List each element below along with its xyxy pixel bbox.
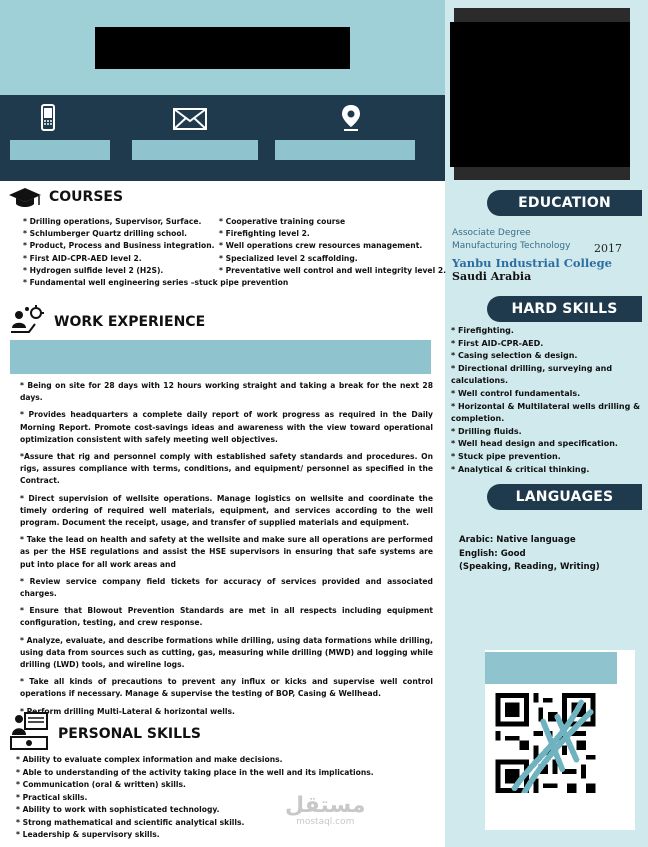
personal-skills-icon bbox=[9, 711, 49, 751]
work-item: * Provides headquarters a complete daily report of work progress as required in the Daily Morning Report. Promote cost-savings ideas and awareness with the view toward operational optimization consistent with safely meeting well objectives. bbox=[20, 410, 433, 444]
personal-skill-item: * Strong mathematical and scientific analytical skills. bbox=[16, 817, 245, 827]
country: Saudi Arabia bbox=[452, 270, 532, 283]
hard-skill-item: * Well head design and specification. bbox=[451, 439, 618, 449]
personal-skill-item: * Ability to work with sophisticated technology. bbox=[16, 805, 220, 814]
education-block bbox=[452, 228, 642, 283]
work-item: * Being on site for 28 days with 12 hours working straight and taking a break for the next 28 days. bbox=[20, 381, 433, 403]
contact-bar bbox=[0, 95, 445, 181]
job-title-redaction bbox=[10, 340, 431, 374]
mail-icon bbox=[172, 103, 208, 133]
course-item: * Hydrogen sulfide level 2 (H2S). bbox=[23, 265, 164, 275]
graduation-year: 2017 bbox=[594, 242, 622, 255]
personal-skill-item: * Communication (oral & written) skills. bbox=[16, 780, 186, 789]
qr-label-redaction bbox=[485, 652, 617, 684]
course-item: * Product, Process and Business integration. bbox=[23, 241, 215, 251]
email-field bbox=[132, 140, 258, 160]
course-item: * Drilling operations, Supervisor, Surface. bbox=[23, 217, 202, 226]
course-item: * Firefighting level 2. bbox=[219, 229, 310, 239]
course-item: * Well operations crew resources management. bbox=[219, 241, 423, 251]
photo-redaction bbox=[450, 22, 630, 167]
language-item: English: Good bbox=[459, 548, 526, 559]
personal-skill-item: * Able to understanding of the activity taking place in the well and its implications. bbox=[16, 767, 374, 777]
hard-skill-item: * Horizontal & Multilateral wells drilling & bbox=[451, 401, 641, 411]
name-redaction bbox=[95, 27, 350, 69]
college-name: Yanbu Industrial College bbox=[452, 256, 612, 270]
course-item: * First AID-CPR-AED level 2. bbox=[23, 253, 142, 263]
work-item: * Ensure that Blowout Prevention Standards are met in all respects including equipment configuration, testing, and crew response. bbox=[20, 606, 433, 628]
watermark-domain: mostaql.com bbox=[296, 817, 355, 827]
work-experience-icon bbox=[9, 304, 45, 336]
work-item: * Perform drilling Multi-Lateral & horizontal wells. bbox=[20, 706, 235, 716]
personal-skill-item: * Leadership & supervisory skills. bbox=[16, 830, 160, 839]
education-heading: EDUCATION bbox=[487, 190, 642, 216]
personal-skill-item: * Ability to evaluate complex information and make decisions. bbox=[16, 755, 283, 764]
work-item: * Direct supervision of wellsite operations. Manage logistics on wellsite and coordinate the timely ordering of required well materials, equipment, and services according to the well program. Document the receipt, usage, and transfer of supplied materials and equipment. bbox=[20, 493, 433, 528]
work-item: * Analyze, evaluate, and describe formations while drilling, using data formations while drilling, using data from sources such as cutting, gas, measuring while drilling (MWD) and logging while drilling (LWD) tools, and wireline logs. bbox=[20, 635, 433, 670]
phone-field bbox=[10, 140, 110, 160]
qr-code-icon bbox=[493, 693, 598, 793]
courses-right-column bbox=[219, 216, 449, 277]
work-experience-heading: WORK EXPERIENCE bbox=[54, 314, 206, 330]
course-item: * Schlumberger Quartz drilling school. bbox=[23, 229, 188, 239]
courses-heading: COURSES bbox=[49, 189, 124, 205]
mostaql-watermark bbox=[285, 795, 365, 827]
courses-left-column bbox=[23, 216, 223, 277]
field-of-study: Manufacturing Technology bbox=[452, 241, 571, 251]
work-experience-list bbox=[20, 380, 433, 723]
languages-list bbox=[459, 534, 639, 575]
hard-skills-heading: HARD SKILLS bbox=[487, 296, 642, 322]
hard-skill-item: * Well control fundamentals. bbox=[451, 388, 581, 398]
location-field bbox=[275, 140, 415, 160]
work-item: * Take the lead on health and safety at the wellsite and make sure all operations are performed as per the HSE regulations and assist the HSE supervisors in ensuring that safe systems are put into place for all work areas and bbox=[20, 535, 433, 569]
hard-skill-item: * Casing selection & design. bbox=[451, 351, 578, 361]
personal-skill-item: * Practical skills. bbox=[16, 792, 88, 802]
personal-skills-heading: PERSONAL SKILLS bbox=[58, 726, 202, 742]
hard-skill-item: * First AID-CPR-AED. bbox=[451, 338, 544, 348]
hard-skill-item: * Stuck pipe prevention. bbox=[451, 451, 561, 461]
phone-icon bbox=[33, 103, 63, 133]
work-item: *Assure that rig and personnel comply with established safety standards and procedures. On rigs, assures compliance with terms, conditions, and equipment/ personnel as specified in the Contract. bbox=[20, 452, 433, 486]
hard-skill-item: * Drilling fluids. bbox=[451, 426, 522, 436]
work-item: * Review service company field tickets for accuracy of services provided and associated charges. bbox=[20, 576, 433, 599]
hard-skill-item: * Analytical & critical thinking. bbox=[451, 464, 590, 474]
course-item: * Fundamental well engineering series –stuck pipe prevention bbox=[23, 278, 289, 287]
language-item: (Speaking, Reading, Writing) bbox=[459, 562, 600, 572]
languages-heading: LANGUAGES bbox=[487, 484, 642, 510]
course-item: * Specialized level 2 scaffolding. bbox=[219, 253, 358, 263]
hard-skill-item: * Directional drilling, surveying and bbox=[451, 363, 613, 373]
watermark-arabic: مستقل bbox=[285, 793, 366, 818]
work-item: * Take all kinds of precautions to prevent any influx or kicks and supervise well control operations if necessary. Manage & supervise the testing of BOP, Casing & Wellhead. bbox=[20, 677, 433, 699]
graduation-cap-icon bbox=[8, 186, 42, 210]
degree: Associate Degree bbox=[452, 228, 531, 238]
course-item: * Cooperative training course bbox=[219, 217, 346, 226]
hard-skill-item: calculations. bbox=[451, 376, 509, 386]
hard-skill-item: completion. bbox=[451, 414, 505, 424]
hard-skills-list bbox=[451, 325, 641, 476]
hard-skill-item: * Firefighting. bbox=[451, 326, 514, 335]
course-item: * Preventative well control and well integrity level 2. bbox=[219, 265, 446, 275]
language-item: Arabic: Native language bbox=[459, 535, 576, 545]
location-pin-icon bbox=[336, 103, 366, 133]
